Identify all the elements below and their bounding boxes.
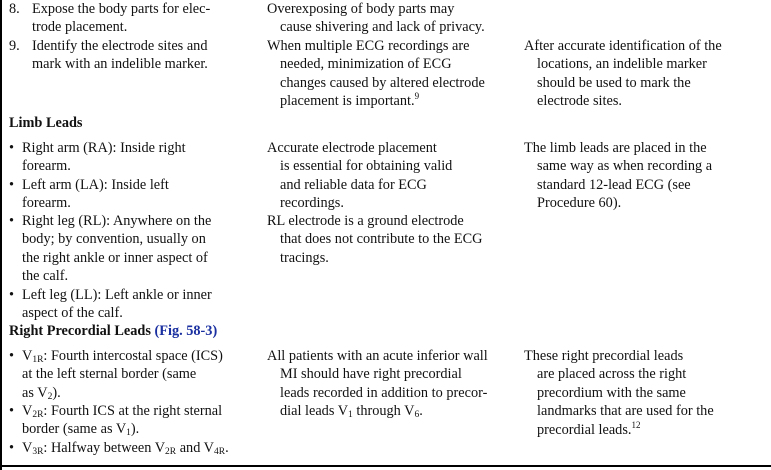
step-text: Expose the body parts for elec-	[32, 1, 211, 17]
precordial-rationale	[267, 347, 512, 421]
lead-subscript: 1	[126, 428, 131, 439]
lead-symbol: V	[22, 440, 33, 456]
section-title: Right Precordial Leads	[9, 323, 151, 339]
limb-lead-la	[9, 176, 254, 213]
rationale-line: that does not contribute to the ECG	[280, 231, 483, 248]
bullet-icon: •	[9, 403, 15, 419]
list-item-text: aspect of the calf.	[22, 305, 123, 322]
step-8-rationale	[267, 0, 512, 37]
bullet-icon: •	[9, 213, 15, 229]
note-line: precordium with the same	[537, 384, 686, 401]
note-line: The limb leads are placed in the	[524, 140, 707, 156]
rationale-line: placement is important.	[280, 93, 415, 110]
note-line: locations, an indelible marker	[537, 56, 707, 73]
rationale-line: Accurate electrode placement	[267, 140, 437, 156]
limb-lead-ll	[9, 286, 254, 323]
list-item-text: ).	[130, 421, 140, 438]
rationale-line: dial leads V	[280, 403, 349, 420]
reference-number: 12	[631, 419, 641, 430]
figure-link[interactable]: (Fig. 58-3)	[154, 323, 218, 339]
lead-symbol: V	[22, 348, 33, 364]
list-item-text: forearm.	[22, 158, 71, 175]
step-9-rationale	[267, 37, 512, 111]
lead-subscript: 4R	[214, 447, 226, 457]
lead-subscript: 6	[414, 410, 420, 421]
step-9-note	[524, 37, 769, 111]
rationale-line: needed, minimization of ECG	[280, 56, 452, 73]
rationale-line: RL electrode is a ground electrode	[267, 213, 464, 229]
rationale-line: leads recorded in addition to precor-	[280, 384, 488, 401]
step-number: 9.	[9, 38, 20, 54]
note-line: electrode sites.	[537, 93, 622, 110]
lead-symbol: V	[22, 403, 33, 419]
precordial-lead-v1r	[9, 347, 254, 402]
limb-note	[524, 139, 769, 213]
bottom-rule	[0, 465, 771, 467]
list-item-text: : Fourth intercostal space (ICS)	[43, 348, 223, 364]
list-item-text: : Fourth ICS at the right sternal	[43, 403, 223, 419]
rationale-line: All patients with an acute inferior wall	[267, 348, 488, 364]
limb-rationale-ground	[267, 212, 512, 267]
list-item-text: border (same as V	[22, 421, 127, 438]
rationale-line: is essential for obtaining valid	[280, 158, 453, 175]
note-line: precordial leads.	[537, 421, 632, 438]
list-item-text: .	[225, 440, 229, 456]
bullet-icon: •	[9, 287, 15, 303]
lead-subscript: 2R	[32, 410, 44, 420]
list-item-text: the right ankle or inner aspect of	[22, 249, 208, 266]
list-item-text: as V	[22, 384, 48, 401]
list-item-text: : Halfway between V	[43, 440, 166, 456]
precordial-note	[524, 347, 769, 439]
limb-lead-rl	[9, 212, 254, 286]
limb-leads-heading: Limb Leads	[9, 115, 83, 131]
left-border-line	[0, 0, 2, 470]
rationale-line: MI should have right precordial	[280, 366, 462, 383]
step-8	[9, 0, 254, 37]
note-line: After accurate identification of the	[524, 38, 722, 54]
rationale-line: through V	[352, 403, 415, 420]
bullet-icon: •	[9, 140, 15, 156]
step-text: Identify the electrode sites and	[32, 38, 208, 54]
rationale-line: .	[419, 403, 423, 420]
rationale-line: tracings.	[280, 249, 329, 266]
lead-subscript: 3R	[32, 447, 44, 457]
lead-subscript: 1	[348, 410, 353, 421]
step-text: mark with an indelible marker.	[32, 56, 208, 73]
limb-rationale-placement	[267, 139, 512, 213]
note-line: Procedure 60).	[537, 195, 622, 212]
list-item-text: at the left sternal border (same	[22, 366, 197, 383]
rationale-line: and reliable data for ECG	[280, 176, 427, 193]
rationale-line: recordings.	[280, 195, 344, 212]
note-line: standard 12-lead ECG (see	[537, 176, 691, 193]
note-line: These right precordial leads	[524, 348, 684, 364]
note-line: landmarks that are used for the	[537, 403, 714, 420]
list-item-text: Right leg (RL): Anywhere on the	[22, 213, 212, 229]
note-line: same way as when recording a	[537, 158, 713, 175]
lead-subscript: 2R	[165, 447, 177, 457]
bullet-icon: •	[9, 177, 15, 193]
note-line: are placed across the right	[537, 366, 687, 383]
rationale-line: Overexposing of body parts may	[267, 1, 455, 17]
note-line: should be used to mark the	[537, 74, 691, 91]
limb-lead-ra	[9, 139, 254, 176]
rationale-line: changes caused by altered electrode	[280, 74, 485, 91]
bullet-icon: •	[9, 440, 15, 456]
list-item-text: Left arm (LA): Inside left	[22, 177, 169, 193]
lead-subscript: 1R	[32, 355, 44, 365]
list-item-text: Left leg (LL): Left ankle or inner	[22, 287, 212, 303]
step-number: 8.	[9, 1, 20, 17]
precordial-lead-v3r	[9, 439, 254, 457]
list-item-text: Right arm (RA): Inside right	[22, 140, 186, 156]
step-text: trode placement.	[32, 19, 128, 36]
rationale-line: When multiple ECG recordings are	[267, 38, 470, 54]
list-item-text: and V	[176, 440, 214, 456]
list-item-text: forearm.	[22, 195, 71, 212]
reference-number: 9	[414, 91, 420, 102]
bullet-icon: •	[9, 348, 15, 364]
list-item-text: ).	[52, 384, 61, 401]
list-item-text: body; by convention, usually on	[22, 231, 206, 248]
precordial-lead-v2r	[9, 402, 254, 439]
lead-subscript: 2	[47, 391, 53, 402]
list-item-text: the calf.	[22, 268, 69, 285]
precordial-heading	[9, 322, 309, 340]
step-9	[9, 37, 254, 74]
rationale-line: cause shivering and lack of privacy.	[280, 19, 485, 36]
